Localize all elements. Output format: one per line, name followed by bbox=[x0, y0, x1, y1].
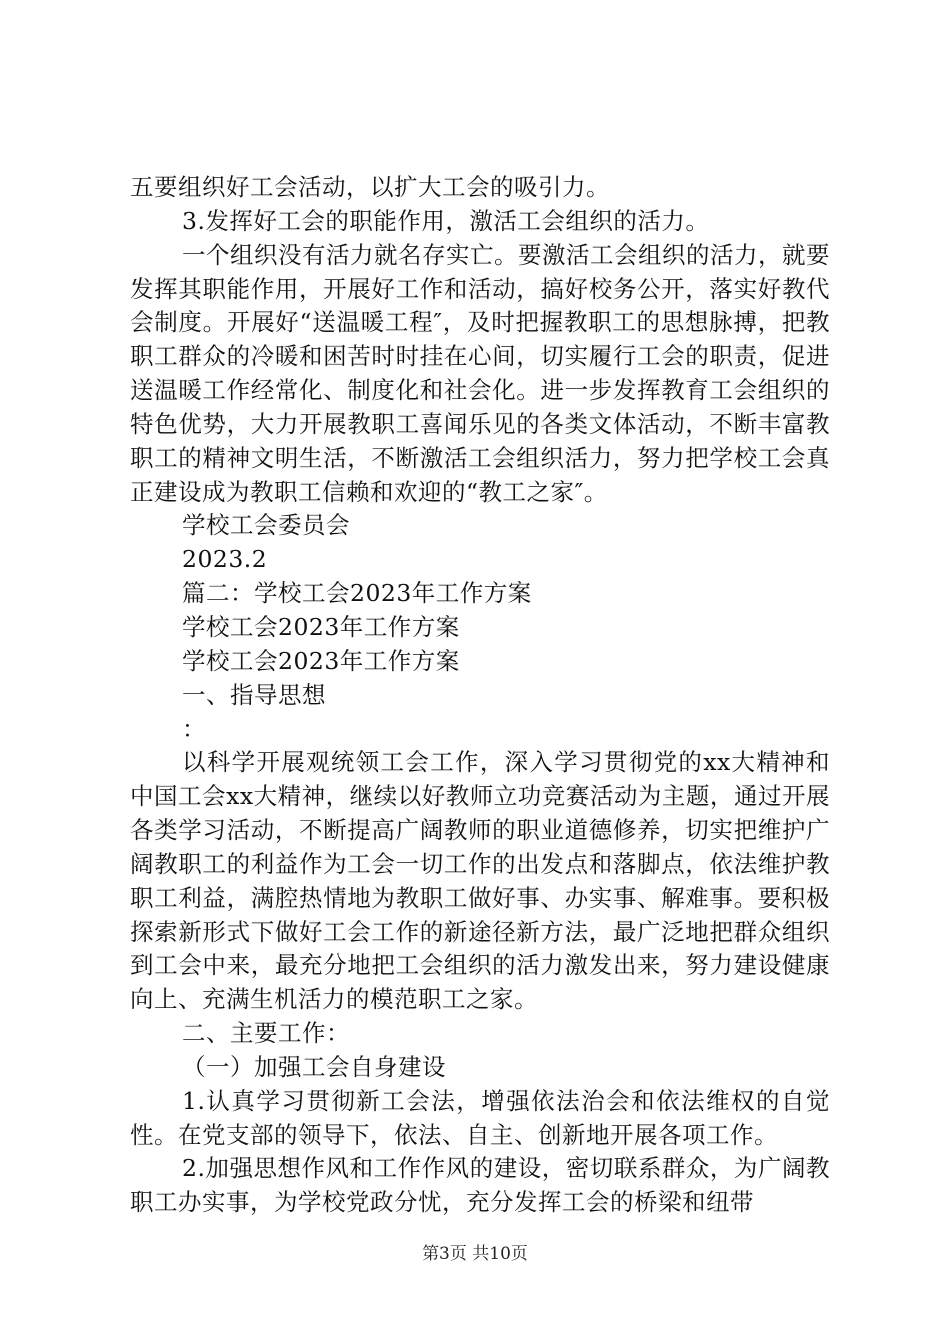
subheading: （一）加强工会自身建设 bbox=[182, 1052, 446, 1081]
paragraph: 以科学开展观统领工会工作，深入学习贯彻党的xx大精神和中国工会xx大精神，继续以好教师立功竞赛活动为主题，通过开展各类学习活动，不断提高广阔教师的职业道德修养，切实把维护广阔教职工的利益作为工会一切工作的出发点和落脚点，依法维护教职工利益，满腔热情地为教职工做好事、办实事、解难事。要积极探索新形式下做好工会工作的新途径新方法，最广泛地把群众组织到工会中来，最充分地把工会组织的活力激发出来，努力建设健康向上、充满生机活力的模范职工之家。 bbox=[130, 748, 830, 1014]
signature-line: 学校工会委员会 bbox=[182, 511, 350, 540]
page-number: 第3页 共10页 bbox=[422, 1244, 528, 1264]
section-title: 篇二：学校工会2023年工作方案 bbox=[182, 579, 532, 608]
paragraph: 3.发挥好工会的职能作用，激活工会组织的活力。 bbox=[182, 206, 710, 235]
date-line: 2023.2 bbox=[182, 545, 268, 574]
paragraph: 一个组织没有活力就名存实亡。要激活工会组织的活力，就要发挥其职能作用，开展好工作和活动，搞好校务公开，落实好教代会制度。开展好“送温暖工程″，及时把握教职工的思想脉搏，把教职工群众的冷暖和困苦时时挂在心间，切实履行工会的职责，促进送温暖工作经常化、制度化和社会化。进一步发挥教育工会组织的特色优势，大力开展教职工喜闻乐见的各类文体活动，不断丰富教职工的精神文明生活，不断激活工会组织活力，努力把学校工会真正建设成为教职工信赖和欢迎的“教工之家″。 bbox=[130, 240, 830, 506]
heading: 二、主要工作： bbox=[182, 1019, 350, 1048]
paragraph: 2.加强思想作风和工作作风的建设，密切联系群众，为广阔教职工办实事，为学校党政分忧，充分发挥工会的桥梁和纽带 bbox=[130, 1154, 830, 1217]
document-title: 学校工会2023年工作方案 bbox=[182, 646, 460, 675]
heading: 一、指导思想 bbox=[182, 680, 326, 709]
document-title: 学校工会2023年工作方案 bbox=[182, 612, 460, 641]
paragraph: 五要组织好工会活动，以扩大工会的吸引力。 bbox=[130, 173, 610, 201]
paragraph: ： bbox=[182, 714, 206, 743]
document-body bbox=[130, 171, 830, 1220]
paragraph: 1.认真学习贯彻新工会法，增强依法治会和依法维权的自觉性。在党支部的领导下，依法、自主、创新地开展各项工作。 bbox=[130, 1086, 830, 1149]
